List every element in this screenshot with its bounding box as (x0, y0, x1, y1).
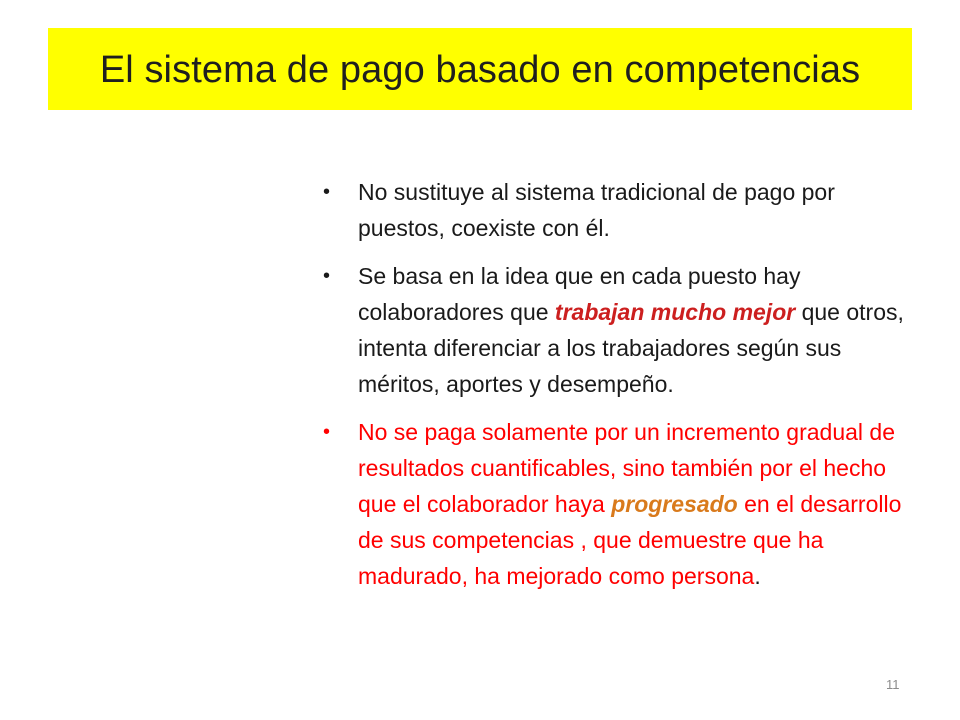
bullet-text-end: en el desarrollo de sus competencias , que demuestre que ha madurado, ha mejorado como persona (358, 491, 902, 589)
bullet-item (323, 174, 923, 246)
bullet-dot-icon: • (323, 265, 331, 287)
bullet-dot-icon: • (323, 421, 331, 443)
bullet-text-start: No se paga solamente por un incremento gradual de resultados cuantificables, sino también por el hecho que el colaborador haya (358, 419, 896, 517)
bullet-period: . (754, 563, 761, 589)
bullet-text-end: que otros, intenta diferenciar a los trabajadores según sus méritos, aportes y desempeño. (358, 299, 904, 397)
bullet-item (323, 258, 923, 402)
bullet-text: No sustituye al sistema tradicional de pago por puestos, coexiste con él. (358, 179, 835, 241)
bullet-emphasis: progresado (611, 491, 738, 517)
bullet-emphasis: trabajan mucho mejor (554, 299, 796, 325)
bullet-item (323, 414, 923, 594)
page-number: 11 (886, 677, 900, 692)
bullet-dot-icon: • (323, 181, 331, 203)
bullet-text-start: Se basa en la idea que en cada puesto hay colaboradores que (358, 263, 801, 325)
title-band (48, 28, 912, 110)
bullet-list (323, 174, 923, 606)
slide-title: El sistema de pago basado en competencias (99, 48, 861, 91)
